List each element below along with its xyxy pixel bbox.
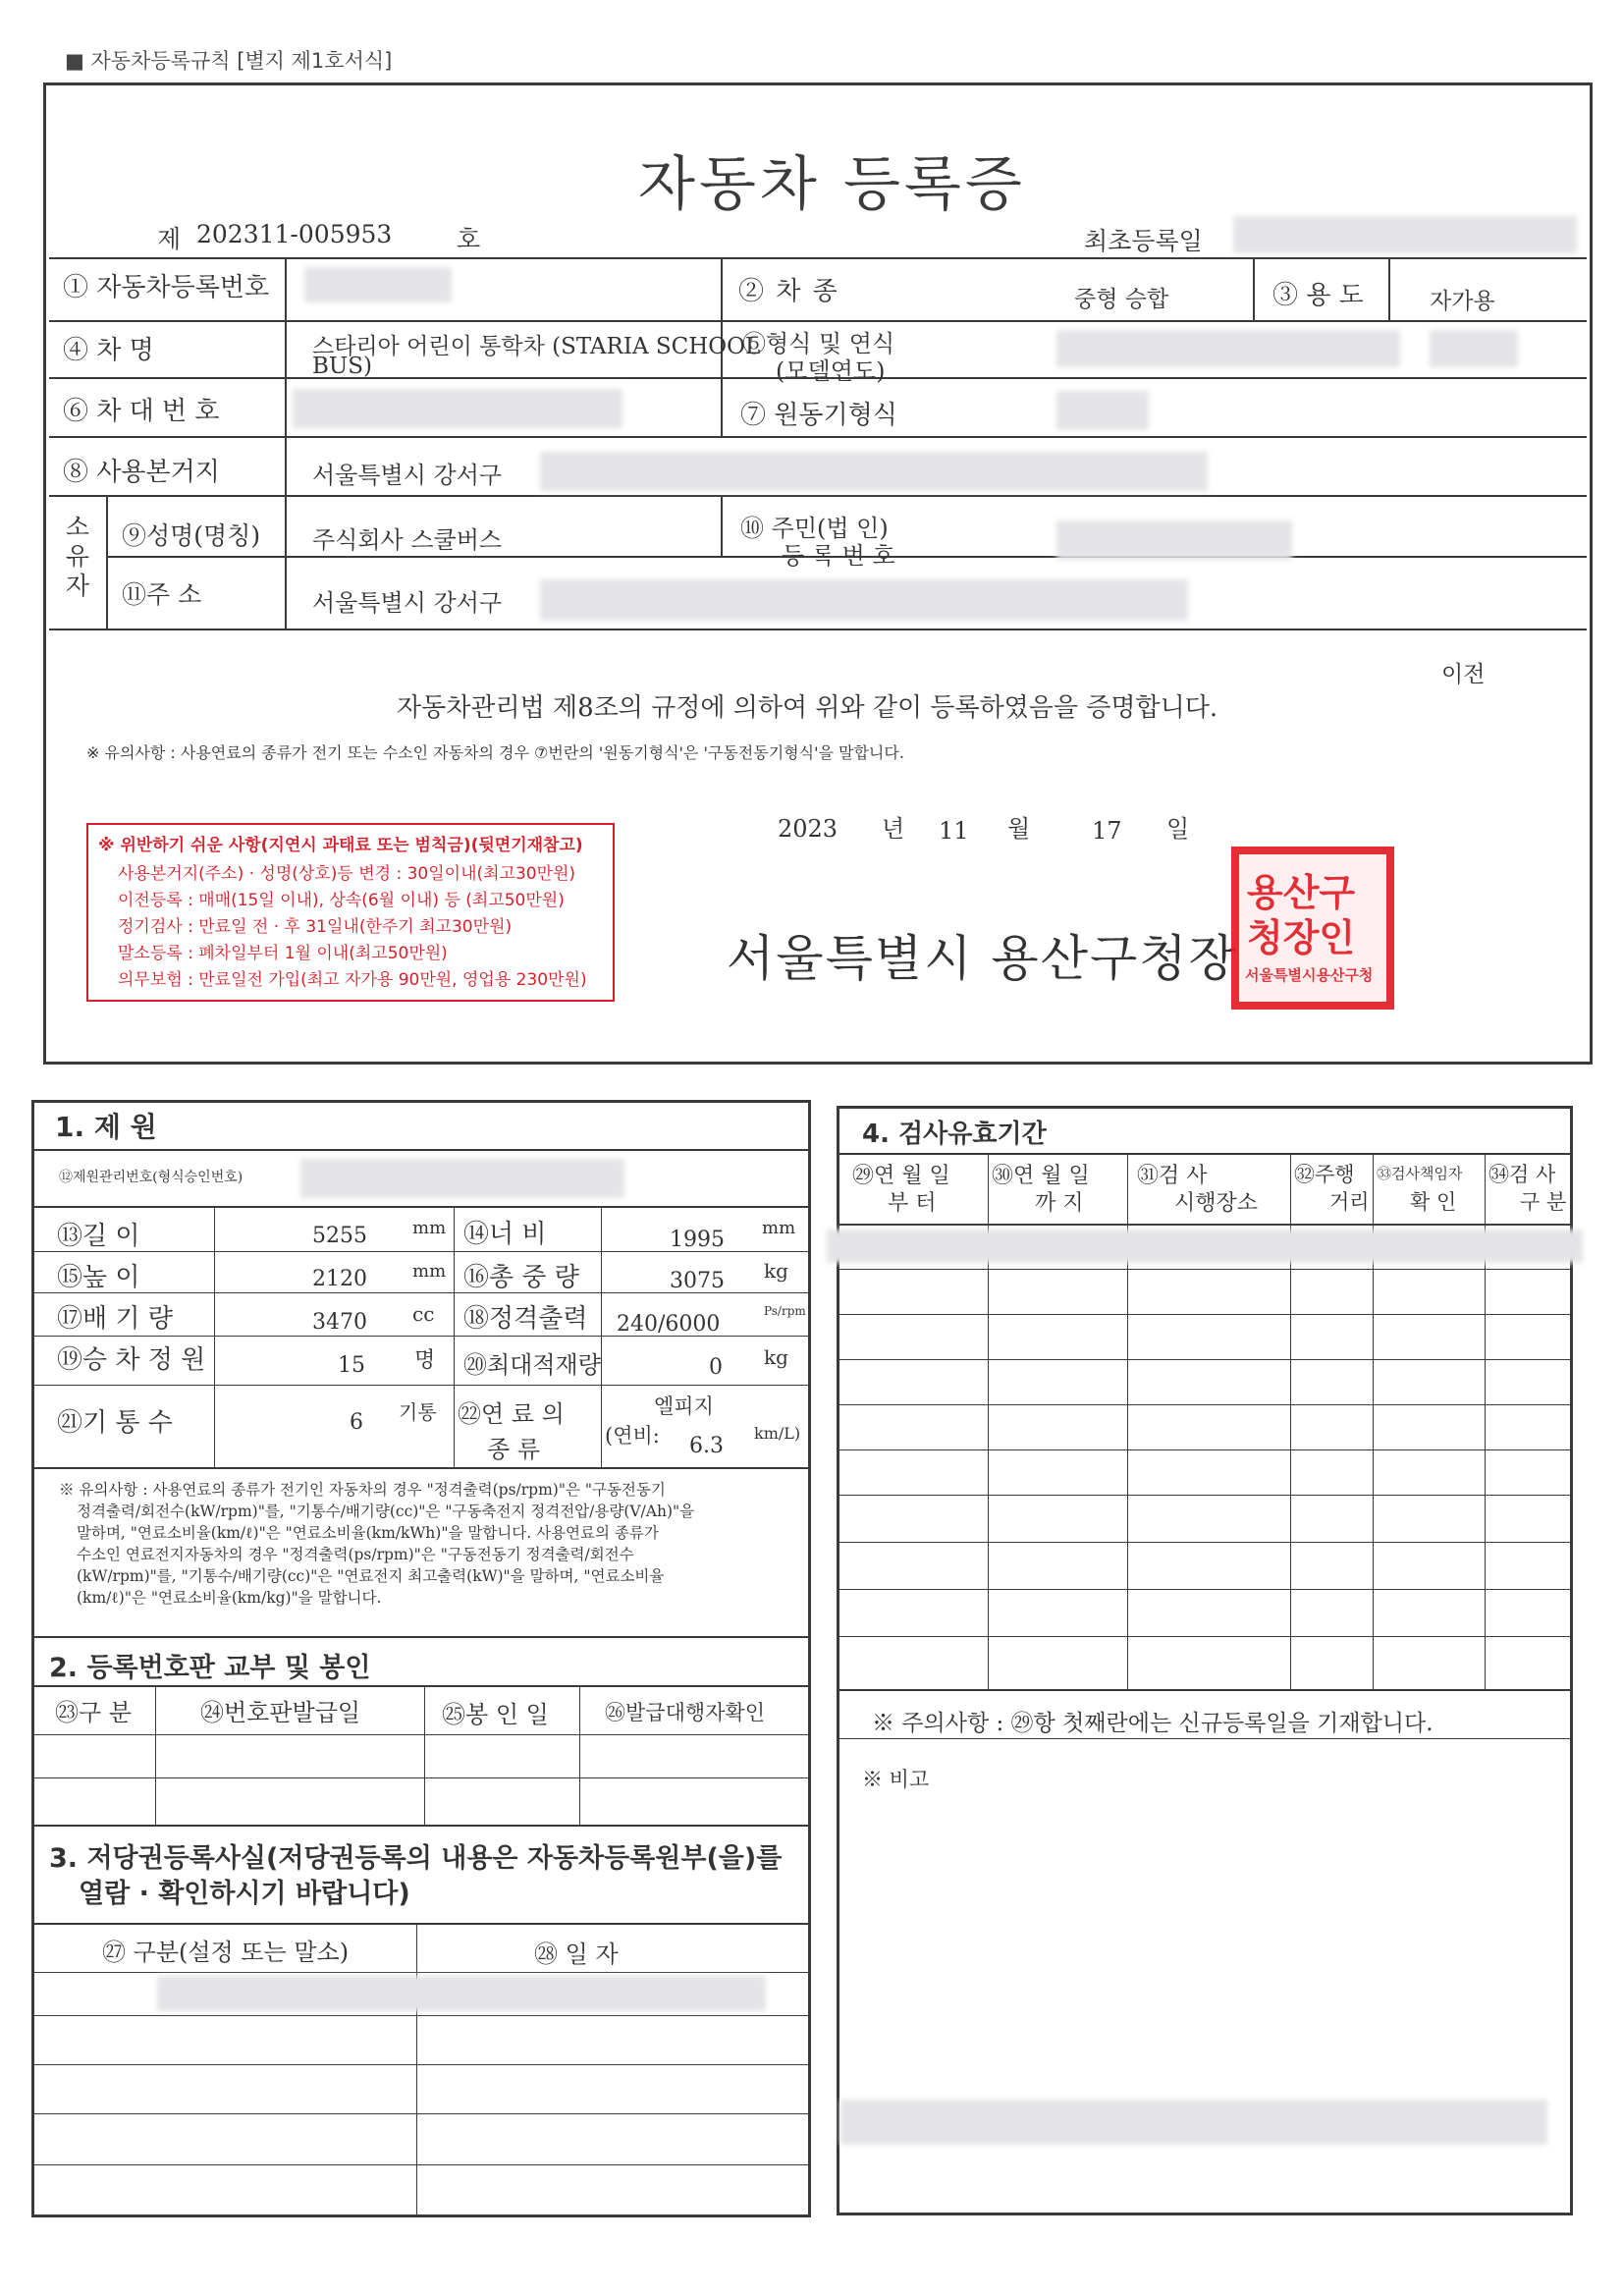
violation-title: ※ 위반하기 쉬운 사항(지연시 과태료 또는 범칙금)(뒷면기재참고) <box>98 836 583 855</box>
owner-address-label: ⑪주 소 <box>122 580 202 609</box>
displacement-unit: cc <box>412 1302 435 1326</box>
inspection-header-mileage: ㉜주행 <box>1294 1163 1355 1186</box>
violation-line: 의무보험 : 만료일전 가입(최고 자가용 90만원, 영업용 230만원) <box>118 970 587 990</box>
vin-label: ⑥ 차 대 번 호 <box>63 397 220 426</box>
owner-name-label: ⑨성명(명칭) <box>122 521 261 550</box>
height-value: 2120 <box>312 1267 367 1291</box>
cert-number-prefix: 제 <box>157 225 182 253</box>
inspection-header-type: ㉞검 사 <box>1488 1163 1556 1186</box>
cylinders-unit: 기통 <box>399 1400 437 1424</box>
max-load-unit: kg <box>764 1345 788 1369</box>
specs-note-line: ※ 유의사항 : 사용연료의 종류가 전기인 자동차의 경우 "정격출력(ps/rpm)"은 "구동전동기 <box>59 1481 666 1499</box>
day-label: 일 <box>1166 815 1190 843</box>
first-registration-label: 최초등록일 <box>1084 227 1203 255</box>
inspection-section-title: 4. 검사유효기간 <box>862 1120 1047 1149</box>
inspection-header-to: ㉚연 월 일 <box>992 1164 1090 1188</box>
specs-note-line: 말하며, "연료소비율(km/ℓ)"은 "연료소비율(km/kWh)"을 말합니다. 사용연료의 종류가 <box>77 1524 659 1542</box>
year-label: 년 <box>882 815 905 843</box>
seating-capacity-value: 15 <box>338 1353 365 1378</box>
base-address-label: ⑧ 사용본거지 <box>63 458 220 487</box>
lien-section-title-line1: 3. 저당권등록사실(저당권등록의 내용은 자동차등록원부(을)를 <box>49 1843 783 1874</box>
violation-line: 말소등록 : 폐차일부터 1월 이내(최고50만원) <box>118 944 448 963</box>
seal-text-line1: 용산구 <box>1247 870 1356 914</box>
plate-header-agent: ㉖발급대행자확인 <box>605 1701 766 1724</box>
lien-header-category: ㉗ 구분(설정 또는 말소) <box>102 1939 350 1966</box>
violation-line: 정기검사 : 만료일 전 · 후 31일내(한주기 최고30만원) <box>118 917 513 937</box>
model-year-label-line2: (모델연도) <box>776 357 886 385</box>
violation-line: 사용본거지(주소) · 성명(상호)등 변경 : 30일이내(최고30만원) <box>118 864 576 884</box>
owner-address-value: 서울특별시 강서구 <box>312 589 503 617</box>
seal-text-line2: 청장인 <box>1247 915 1356 959</box>
rated-power-unit: Ps/rpm <box>764 1304 806 1318</box>
length-unit: mm <box>412 1218 447 1238</box>
issue-month: 11 <box>939 817 969 845</box>
height-unit: mm <box>412 1261 447 1282</box>
specs-section-title: 1. 제 원 <box>55 1111 157 1143</box>
owner-name-value: 주식회사 스쿨버스 <box>312 526 503 554</box>
inspection-header-place: ㉛검 사 <box>1137 1164 1208 1188</box>
owner-section-label: 소유자 <box>65 513 90 600</box>
redacted-model-year <box>1430 330 1518 367</box>
form-reference: ■ 자동차등록규칙 [별지 제1호서식] <box>65 49 393 73</box>
redacted-first-reg-date <box>1233 216 1577 253</box>
cert-number-suffix: 호 <box>457 225 481 253</box>
gross-weight-unit: kg <box>764 1259 788 1283</box>
width-label: ⑭너 비 <box>463 1220 547 1249</box>
fuel-type-value: 엘피지 <box>654 1394 714 1418</box>
width-unit: mm <box>762 1218 796 1238</box>
max-load-value: 0 <box>709 1355 723 1380</box>
fuel-type-label-line1: ㉒연 료 의 <box>458 1400 565 1428</box>
inspection-panel-frame <box>837 1106 1573 2215</box>
redacted-model <box>1056 330 1400 367</box>
inspection-header-place-sub: 시행장소 <box>1174 1191 1259 1216</box>
issue-year: 2023 <box>778 815 839 843</box>
owner-id-label-line1: ⑩ 주민(법 인) <box>740 515 889 542</box>
length-label: ⑬길 이 <box>57 1222 140 1251</box>
specs-note-line: (km/ℓ)"은 "연료소비율(km/kg)"을 말합니다. <box>77 1589 382 1607</box>
vehicle-type-label: ② 차 종 <box>738 277 839 306</box>
engine-type-label: ⑦ 원동기형식 <box>740 401 897 430</box>
length-value: 5255 <box>312 1224 367 1248</box>
vehicle-name-line1: 스타리아 어린이 통학차 (STARIA SCHOOL <box>312 334 761 359</box>
mgmt-number-label: ⑫제원관리번호(형식승인번호) <box>59 1170 243 1185</box>
redacted-owner-id <box>1056 520 1292 560</box>
max-load-label: ⑳최대적재량 <box>463 1351 601 1379</box>
vehicle-name-line2: BUS) <box>312 354 373 379</box>
redacted-remark <box>840 2100 1547 2145</box>
base-address-value: 서울특별시 강서구 <box>312 462 503 489</box>
use-label: ③ 용 도 <box>1272 281 1364 310</box>
inspection-header-mileage-sub: 거리 <box>1329 1190 1370 1214</box>
fuel-efficiency-value: 6.3 <box>689 1434 724 1458</box>
rated-power-value: 240/6000 <box>617 1312 721 1337</box>
gross-weight-value: 3075 <box>670 1269 725 1293</box>
inspection-header-from: ㉙연 월 일 <box>852 1164 950 1188</box>
transfer-note: 이전 <box>1441 662 1486 687</box>
reg-number-label: ① 자동차등록번호 <box>63 273 270 302</box>
owner-id-label-line2: 등 록 번 호 <box>782 542 895 570</box>
redacted-owner-address <box>540 579 1188 621</box>
violation-line: 이전등록 : 매매(15일 이내), 상속(6월 이내) 등 (최고50만원) <box>118 891 565 910</box>
redacted-lien-entry <box>157 1976 766 2011</box>
redacted-reg-number <box>304 267 452 302</box>
plate-header-seal-date: ㉕봉 인 일 <box>442 1701 549 1728</box>
lien-header-date: ㉘ 일 자 <box>534 1941 619 1968</box>
issuer-name: 서울특별시 용산구청장 <box>727 930 1238 987</box>
redacted-mgmt-number <box>300 1159 624 1198</box>
fuel-efficiency-unit: km/L) <box>754 1424 801 1443</box>
cylinders-label: ㉑기 통 수 <box>57 1408 173 1438</box>
month-label: 월 <box>1007 815 1031 843</box>
vehicle-name-label: ④ 차 명 <box>63 336 154 365</box>
specs-note-line: 정격출력/회전수(kW/rpm)"를, "기통수/배기량(cc)"은 "구동축전지 정격전압/용량(V/Ah)"을 <box>77 1503 695 1520</box>
inspection-remark: ※ 비고 <box>862 1768 930 1791</box>
height-label: ⑮높 이 <box>57 1263 140 1292</box>
fuel-notice: ※ 유의사항 : 사용연료의 종류가 전기 또는 수소인 자동차의 경우 ⑦번란의 '원동기형식'은 '구동전동기형식'을 말합니다. <box>86 743 904 762</box>
redacted-vin <box>293 389 622 428</box>
inspection-header-type-sub: 구 분 <box>1520 1190 1567 1214</box>
inspection-header-inspector: ㉝검사책임자 <box>1377 1165 1463 1182</box>
lien-section-title-line2: 열람 · 확인하시기 바랍니다) <box>79 1879 410 1909</box>
violation-notice-box <box>86 823 615 1002</box>
redacted-base-address <box>540 452 1208 491</box>
certification-statement: 자동차관리법 제8조의 규정에 의하여 위와 같이 등록하였음을 증명합니다. <box>397 693 1218 723</box>
inspection-header-from-sub: 부 터 <box>888 1191 937 1216</box>
issue-day: 17 <box>1092 817 1122 845</box>
cylinders-value: 6 <box>350 1410 363 1435</box>
plate-section-title: 2. 등록번호판 교부 및 봉인 <box>49 1653 371 1683</box>
model-year-label-line1: ⑤형식 및 연식 <box>742 330 895 357</box>
fuel-efficiency-label: (연비: <box>605 1424 660 1448</box>
redacted-inspection-row <box>827 1230 1583 1263</box>
inspection-note: ※ 주의사항 : ㉙항 첫째란에는 신규등록일을 기재합니다. <box>872 1711 1434 1736</box>
inspection-header-inspector-sub: 확 인 <box>1410 1190 1457 1214</box>
rated-power-label: ⑱정격출력 <box>463 1304 588 1334</box>
specs-note-line: 수소인 연료전지자동차의 경우 "정격출력(ps/rpm)"은 "구동전동기 정격출력/회전수 <box>77 1546 634 1563</box>
use-value: 자가용 <box>1430 289 1495 314</box>
width-value: 1995 <box>670 1228 725 1252</box>
fuel-type-label-line2: 종 류 <box>487 1436 540 1463</box>
cert-number: 202311-005953 <box>196 220 393 248</box>
official-seal <box>1231 847 1394 1010</box>
seal-small-text: 서울특별시용산구청 <box>1245 966 1374 984</box>
page-title: 자동차 등록증 <box>638 150 1026 219</box>
plate-header-issue-date: ㉔번호판발급일 <box>200 1699 361 1726</box>
plate-header-category: ㉓구 분 <box>55 1699 132 1726</box>
gross-weight-label: ⑯총 중 량 <box>463 1263 579 1292</box>
inspection-header-to-sub: 까 지 <box>1035 1191 1084 1216</box>
displacement-value: 3470 <box>312 1310 367 1335</box>
specs-note-line: (kW/rpm)"를, "기통수/배기량(cc)"은 "연료전지 최고출력(kW)"을 말하며, "연료소비율 <box>77 1567 665 1585</box>
seating-capacity-label: ⑲승 차 정 원 <box>57 1345 206 1375</box>
seating-capacity-unit: 명 <box>414 1348 436 1373</box>
displacement-label: ⑰배 기 량 <box>57 1304 173 1334</box>
redacted-engine-type <box>1056 391 1149 430</box>
vehicle-type-value: 중형 승합 <box>1074 287 1169 312</box>
